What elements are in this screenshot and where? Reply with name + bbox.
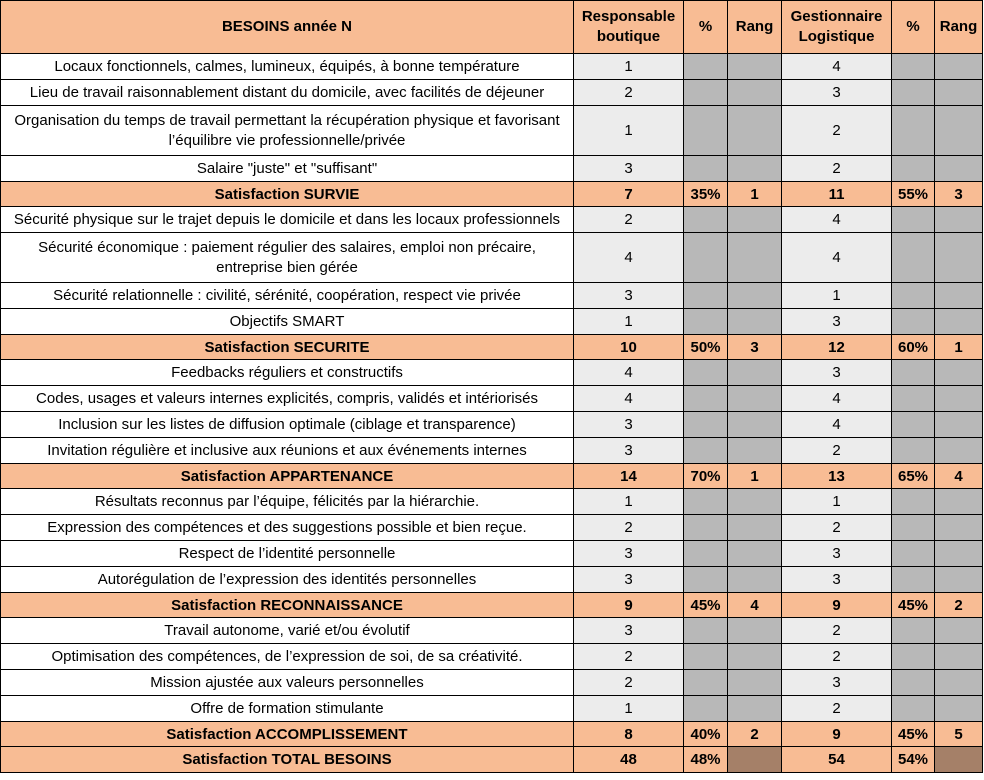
total-gestionnaire: 9 — [782, 593, 892, 618]
satisfaction-label: Satisfaction ACCOMPLISSEMENT — [1, 722, 574, 747]
percent-responsable: 50% — [684, 335, 728, 360]
hatched-cell — [935, 412, 983, 438]
score-gestionnaire: 3 — [782, 360, 892, 386]
total-gestionnaire: 9 — [782, 722, 892, 747]
score-gestionnaire: 3 — [782, 567, 892, 593]
table-row — [1, 80, 983, 106]
score-responsable: 2 — [574, 670, 684, 696]
score-responsable: 4 — [574, 386, 684, 412]
grand-total-gestionnaire: 54 — [782, 747, 892, 773]
hatched-cell — [892, 233, 935, 283]
hatched-cell — [684, 438, 728, 464]
table-row — [1, 489, 983, 515]
need-label: Optimisation des compétences, de l’expression de soi, de sa créativité. — [1, 644, 574, 670]
hatched-cell — [684, 309, 728, 335]
score-gestionnaire: 4 — [782, 54, 892, 80]
hatched-cell — [892, 54, 935, 80]
satisfaction-row — [1, 335, 983, 360]
percent-gestionnaire: 45% — [892, 593, 935, 618]
need-label: Locaux fonctionnels, calmes, lumineux, équipés, à bonne température — [1, 54, 574, 80]
table-body — [1, 54, 983, 773]
need-label: Feedbacks réguliers et constructifs — [1, 360, 574, 386]
satisfaction-row — [1, 722, 983, 747]
hatched-cell — [892, 309, 935, 335]
score-responsable: 4 — [574, 233, 684, 283]
hatched-cell — [684, 618, 728, 644]
score-responsable: 2 — [574, 207, 684, 233]
score-gestionnaire: 2 — [782, 618, 892, 644]
rang-gestionnaire: 5 — [935, 722, 983, 747]
score-gestionnaire: 2 — [782, 644, 892, 670]
hatched-cell — [728, 489, 782, 515]
rang-responsable: 4 — [728, 593, 782, 618]
table-row — [1, 567, 983, 593]
hatched-cell — [684, 541, 728, 567]
table-row — [1, 670, 983, 696]
score-responsable: 4 — [574, 360, 684, 386]
satisfaction-row — [1, 182, 983, 207]
hatched-cell — [892, 670, 935, 696]
satisfaction-label: Satisfaction APPARTENANCE — [1, 464, 574, 489]
hatched-cell — [684, 567, 728, 593]
hatched-cell — [728, 541, 782, 567]
score-gestionnaire: 2 — [782, 438, 892, 464]
hatched-cell — [892, 386, 935, 412]
rang-responsable: 2 — [728, 722, 782, 747]
hatched-cell — [935, 386, 983, 412]
score-responsable: 3 — [574, 156, 684, 182]
hatched-cell — [935, 567, 983, 593]
hatched-cell — [892, 567, 935, 593]
hatched-cell — [935, 360, 983, 386]
total-responsable: 10 — [574, 335, 684, 360]
table-row — [1, 386, 983, 412]
hatched-cell — [935, 438, 983, 464]
table-row — [1, 233, 983, 283]
score-gestionnaire: 2 — [782, 106, 892, 156]
table-row — [1, 644, 983, 670]
hatched-cell — [892, 618, 935, 644]
grand-percent-responsable: 48% — [684, 747, 728, 773]
rang-gestionnaire: 1 — [935, 335, 983, 360]
total-label: Satisfaction TOTAL BESOINS — [1, 747, 574, 773]
score-responsable: 3 — [574, 283, 684, 309]
header-besoins: BESOINS année N — [1, 1, 574, 54]
hatched-cell — [935, 489, 983, 515]
score-gestionnaire: 3 — [782, 670, 892, 696]
satisfaction-label: Satisfaction SECURITE — [1, 335, 574, 360]
score-responsable: 2 — [574, 80, 684, 106]
header-responsable: Responsable boutique — [574, 1, 684, 54]
need-label: Sécurité relationnelle : civilité, sérénité, coopération, respect vie privée — [1, 283, 574, 309]
hatched-cell — [728, 747, 782, 773]
hatched-cell — [684, 207, 728, 233]
header-rang-gestionnaire: Rang — [935, 1, 983, 54]
need-label: Offre de formation stimulante — [1, 696, 574, 722]
hatched-cell — [892, 360, 935, 386]
hatched-cell — [728, 233, 782, 283]
table-row — [1, 283, 983, 309]
score-responsable: 3 — [574, 438, 684, 464]
hatched-cell — [728, 412, 782, 438]
hatched-cell — [728, 567, 782, 593]
hatched-cell — [684, 489, 728, 515]
satisfaction-label: Satisfaction SURVIE — [1, 182, 574, 207]
table-row — [1, 54, 983, 80]
need-label: Codes, usages et valeurs internes explicités, compris, validés et intériorisés — [1, 386, 574, 412]
score-gestionnaire: 3 — [782, 541, 892, 567]
total-responsable: 8 — [574, 722, 684, 747]
percent-responsable: 70% — [684, 464, 728, 489]
score-responsable: 1 — [574, 696, 684, 722]
table-row — [1, 309, 983, 335]
hatched-cell — [892, 438, 935, 464]
hatched-cell — [935, 696, 983, 722]
score-gestionnaire: 4 — [782, 207, 892, 233]
grand-total-responsable: 48 — [574, 747, 684, 773]
grand-percent-gestionnaire: 54% — [892, 747, 935, 773]
score-responsable: 2 — [574, 644, 684, 670]
hatched-cell — [684, 360, 728, 386]
need-label: Travail autonome, varié et/ou évolutif — [1, 618, 574, 644]
table-row — [1, 106, 983, 156]
score-gestionnaire: 4 — [782, 386, 892, 412]
table-row — [1, 515, 983, 541]
hatched-cell — [728, 696, 782, 722]
table-row — [1, 360, 983, 386]
hatched-cell — [684, 696, 728, 722]
hatched-cell — [935, 80, 983, 106]
hatched-cell — [728, 106, 782, 156]
total-row — [1, 747, 983, 773]
need-label: Inclusion sur les listes de diffusion optimale (ciblage et transparence) — [1, 412, 574, 438]
hatched-cell — [892, 283, 935, 309]
score-responsable: 3 — [574, 618, 684, 644]
score-responsable: 1 — [574, 54, 684, 80]
hatched-cell — [935, 670, 983, 696]
table-row — [1, 412, 983, 438]
hatched-cell — [684, 54, 728, 80]
table-row — [1, 541, 983, 567]
need-label: Lieu de travail raisonnablement distant du domicile, avec facilités de déjeuner — [1, 80, 574, 106]
rang-gestionnaire: 4 — [935, 464, 983, 489]
satisfaction-row — [1, 464, 983, 489]
rang-responsable: 1 — [728, 182, 782, 207]
hatched-cell — [684, 644, 728, 670]
table-row — [1, 156, 983, 182]
hatched-cell — [892, 156, 935, 182]
percent-responsable: 35% — [684, 182, 728, 207]
header-percent-gestionnaire: % — [892, 1, 935, 54]
hatched-cell — [728, 386, 782, 412]
need-label: Organisation du temps de travail permettant la récupération physique et favorisant l’équilibre vie professionnelle/privée — [1, 106, 574, 156]
rang-responsable: 1 — [728, 464, 782, 489]
score-responsable: 1 — [574, 106, 684, 156]
hatched-cell — [935, 207, 983, 233]
hatched-cell — [728, 644, 782, 670]
hatched-cell — [684, 670, 728, 696]
score-gestionnaire: 4 — [782, 233, 892, 283]
hatched-cell — [684, 412, 728, 438]
hatched-cell — [684, 283, 728, 309]
rang-gestionnaire: 3 — [935, 182, 983, 207]
score-gestionnaire: 3 — [782, 309, 892, 335]
total-gestionnaire: 11 — [782, 182, 892, 207]
percent-gestionnaire: 45% — [892, 722, 935, 747]
header-rang-responsable: Rang — [728, 1, 782, 54]
need-label: Respect de l’identité personnelle — [1, 541, 574, 567]
percent-gestionnaire: 55% — [892, 182, 935, 207]
total-responsable: 14 — [574, 464, 684, 489]
total-responsable: 9 — [574, 593, 684, 618]
hatched-cell — [892, 106, 935, 156]
score-responsable: 1 — [574, 309, 684, 335]
header-gestionnaire: Gestionnaire Logistique — [782, 1, 892, 54]
header-percent-responsable: % — [684, 1, 728, 54]
table-row — [1, 618, 983, 644]
hatched-cell — [728, 80, 782, 106]
need-label: Autorégulation de l’expression des identités personnelles — [1, 567, 574, 593]
need-label: Invitation régulière et inclusive aux réunions et aux événements internes — [1, 438, 574, 464]
need-label: Sécurité physique sur le trajet depuis le domicile et dans les locaux professionnels — [1, 207, 574, 233]
hatched-cell — [892, 412, 935, 438]
hatched-cell — [935, 309, 983, 335]
score-responsable: 2 — [574, 515, 684, 541]
percent-responsable: 45% — [684, 593, 728, 618]
hatched-cell — [892, 541, 935, 567]
score-gestionnaire: 4 — [782, 412, 892, 438]
hatched-cell — [728, 438, 782, 464]
score-gestionnaire: 2 — [782, 515, 892, 541]
hatched-cell — [728, 515, 782, 541]
hatched-cell — [892, 644, 935, 670]
hatched-cell — [892, 515, 935, 541]
hatched-cell — [892, 696, 935, 722]
hatched-cell — [684, 386, 728, 412]
score-responsable: 3 — [574, 412, 684, 438]
hatched-cell — [935, 283, 983, 309]
percent-responsable: 40% — [684, 722, 728, 747]
hatched-cell — [935, 541, 983, 567]
hatched-cell — [728, 309, 782, 335]
need-label: Résultats reconnus par l’équipe, félicités par la hiérarchie. — [1, 489, 574, 515]
hatched-cell — [935, 618, 983, 644]
hatched-cell — [728, 156, 782, 182]
need-label: Expression des compétences et des suggestions possible et bien reçue. — [1, 515, 574, 541]
hatched-cell — [935, 54, 983, 80]
satisfaction-row — [1, 593, 983, 618]
rang-responsable: 3 — [728, 335, 782, 360]
hatched-cell — [728, 360, 782, 386]
hatched-cell — [684, 515, 728, 541]
need-label: Mission ajustée aux valeurs personnelles — [1, 670, 574, 696]
score-gestionnaire: 2 — [782, 696, 892, 722]
hatched-cell — [935, 515, 983, 541]
satisfaction-label: Satisfaction RECONNAISSANCE — [1, 593, 574, 618]
hatched-cell — [935, 233, 983, 283]
header-row — [1, 1, 983, 54]
total-responsable: 7 — [574, 182, 684, 207]
hatched-cell — [935, 156, 983, 182]
hatched-cell — [935, 106, 983, 156]
percent-gestionnaire: 65% — [892, 464, 935, 489]
need-label: Salaire "juste" et "suffisant" — [1, 156, 574, 182]
table-row — [1, 438, 983, 464]
hatched-cell — [684, 106, 728, 156]
hatched-cell — [684, 233, 728, 283]
score-gestionnaire: 3 — [782, 80, 892, 106]
total-gestionnaire: 13 — [782, 464, 892, 489]
hatched-cell — [728, 670, 782, 696]
hatched-cell — [728, 618, 782, 644]
hatched-cell — [935, 747, 983, 773]
percent-gestionnaire: 60% — [892, 335, 935, 360]
need-label: Objectifs SMART — [1, 309, 574, 335]
hatched-cell — [728, 207, 782, 233]
rang-gestionnaire: 2 — [935, 593, 983, 618]
hatched-cell — [728, 283, 782, 309]
score-responsable: 1 — [574, 489, 684, 515]
table-row — [1, 207, 983, 233]
score-gestionnaire: 2 — [782, 156, 892, 182]
need-label: Sécurité économique : paiement régulier des salaires, emploi non précaire, entreprise bien gérée — [1, 233, 574, 283]
hatched-cell — [892, 207, 935, 233]
score-gestionnaire: 1 — [782, 283, 892, 309]
hatched-cell — [684, 80, 728, 106]
table-row — [1, 696, 983, 722]
score-responsable: 3 — [574, 567, 684, 593]
hatched-cell — [892, 80, 935, 106]
score-responsable: 3 — [574, 541, 684, 567]
hatched-cell — [892, 489, 935, 515]
hatched-cell — [684, 156, 728, 182]
hatched-cell — [935, 644, 983, 670]
hatched-cell — [728, 54, 782, 80]
score-gestionnaire: 1 — [782, 489, 892, 515]
total-gestionnaire: 12 — [782, 335, 892, 360]
